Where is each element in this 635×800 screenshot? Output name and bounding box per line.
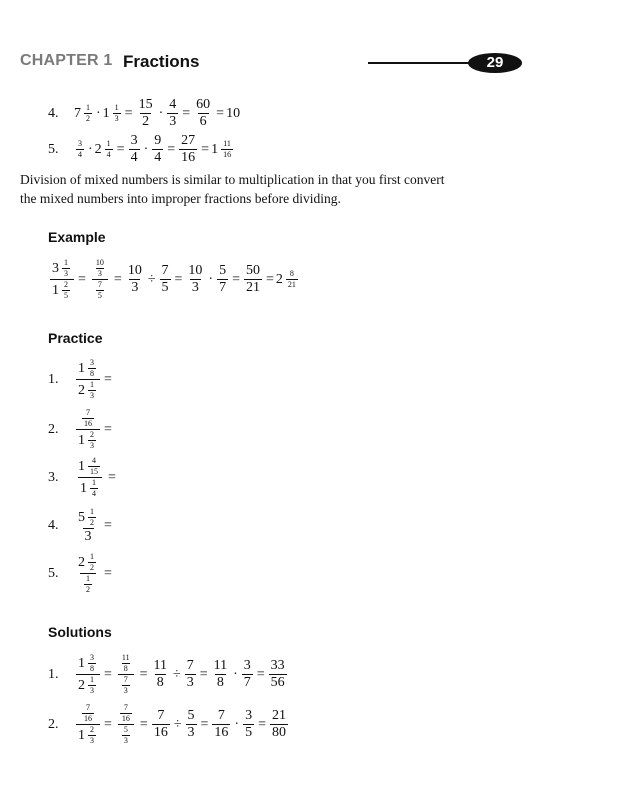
fraction: $\frac{3}{7}$ [243, 658, 251, 690]
result: 2 $\frac{8}{21}$ [275, 269, 296, 289]
mixed-number: 1 $\frac{1}{3}$ [102, 103, 119, 123]
complex-fraction: $\frac{\frac{11}{8}}{\frac{7}{3}}$ [116, 654, 136, 695]
fraction: $\frac{60}{6}$ [196, 97, 211, 129]
item-label: 2. [48, 716, 59, 732]
fraction: $\frac{3}{4}$ [130, 133, 138, 165]
fraction: $\frac{11}{8}$ [213, 658, 228, 690]
item-label: 5. [48, 141, 59, 157]
fraction: $\frac{33}{56}$ [270, 658, 285, 690]
fraction: $\frac{3}{5}$ [245, 708, 253, 740]
fraction: $\frac{21}{80}$ [271, 708, 286, 740]
fraction: $\frac{5}{7}$ [219, 263, 227, 295]
example-heading: Example [48, 229, 106, 245]
fraction: $\frac{7}{3}$ [186, 658, 194, 690]
item-label: 5. [48, 565, 59, 581]
example-equation: 3 $\frac{1}{3}$ 1 $\frac{2}{5}$ = $\frac{\frac{10}{3}}{\frac{7}{5}}$ = $\frac{10}{3}$ ÷ $\frac{7}{5}$ = $\frac{10}{3}$ · $\frac{5}{7}$ = $\frac{50}{21}$ = 2 $\frac{8}{21}$ [48, 259, 300, 300]
fraction: $\frac{10}{3}$ [127, 263, 142, 295]
item-label: 1. [48, 666, 59, 682]
fraction: $\frac{7}{16}$ [153, 708, 168, 740]
complex-fraction: $\frac{\frac{7}{16}}{\frac{5}{3}}$ [116, 704, 136, 745]
body-paragraph: Division of mixed numbers is similar to multiplication in that you first convert the mixed numbers into improper fractions before dividing. [20, 172, 445, 206]
fraction: $\frac{50}{21}$ [245, 263, 260, 295]
fraction: $\frac{10}{3}$ [188, 263, 203, 295]
complex-fraction: $\frac{\frac{10}{3}}{\frac{7}{5}}$ [90, 259, 110, 300]
practice-item-4: 4. 5 $\frac{1}{2}$ 3 = [48, 507, 112, 544]
fraction: $\frac{11}{8}$ [153, 658, 167, 690]
fraction: $\frac{7}{5}$ [161, 263, 169, 295]
complex-fraction: 1 $\frac{3}{8}$ 2 $\frac{1}{3}$ [76, 654, 100, 695]
practice-item-3: 3. 1 $\frac{4}{15}$ 1 $\frac{1}{4}$ = [48, 456, 116, 498]
complex-fraction: 1 $\frac{4}{15}$ 1 $\frac{1}{4}$ [76, 457, 104, 498]
fraction: $\frac{9}{4}$ [154, 133, 162, 165]
complex-fraction: $\frac{7}{16}$ 1 $\frac{2}{3}$ [76, 409, 100, 450]
mixed-number: 2 $\frac{1}{4}$ [94, 139, 111, 159]
item-label: 1. [48, 371, 59, 387]
chapter-label: CHAPTER 1 [20, 52, 113, 69]
chapter-title: Fractions [123, 52, 200, 71]
complex-fraction: 2 $\frac{1}{2}$ $\frac{1}{2}$ [78, 552, 94, 594]
practice-heading: Practice [48, 330, 103, 346]
solution-item-2: 2. $\frac{7}{16}$ 1 $\frac{2}{3}$ = $\frac{\frac{7}{16}}{\frac{5}{3}}$ = $\frac{7}{16}$ ÷ $\frac{5}{3}$ = $\frac{7}{16}$ · $\frac{3}{5}$ = $\frac{21}{80}$ [48, 703, 286, 745]
practice-item-2: 2. $\frac{7}{16}$ 1 $\frac{2}{3}$ = [48, 408, 112, 450]
item-label: 3. [48, 469, 59, 485]
fraction: $\frac{4}{3}$ [169, 97, 177, 129]
item-label: 4. [48, 105, 59, 121]
item-label: 4. [48, 518, 59, 533]
complex-fraction: 5 $\frac{1}{2}$ 3 [78, 507, 94, 544]
complex-fraction: $\frac{7}{16}$ 1 $\frac{2}{3}$ [76, 704, 100, 745]
item-label: 2. [48, 421, 59, 437]
worked-item-4: 4. 7 $\frac{1}{2}$ · 1 $\frac{1}{3}$ = $\frac{15}{2}$ · $\frac{4}{3}$ = $\frac{60}{6}$ = 10 [48, 97, 241, 129]
result: 1 $\frac{11}{16}$ [211, 139, 232, 159]
result: 10 [226, 105, 241, 121]
solutions-heading: Solutions [48, 624, 112, 640]
fraction: $\frac{7}{16}$ [214, 708, 229, 740]
fraction: $\frac{27}{16}$ [181, 133, 196, 165]
worked-item-5: 5. $\frac{3}{4}$ · 2 $\frac{1}{4}$ = $\frac{3}{4}$ · $\frac{9}{4}$ = $\frac{27}{16}$ = 1 $\frac{11}{16}$ [48, 134, 235, 165]
complex-fraction: 1 $\frac{3}{8}$ 2 $\frac{1}{3}$ [76, 359, 100, 400]
fraction: $\frac{15}{2}$ [138, 97, 153, 129]
solution-item-1: 1. 1 $\frac{3}{8}$ 2 $\frac{1}{3}$ = $\frac{\frac{11}{8}}{\frac{7}{3}}$ = $\frac{11}{8}$ ÷ $\frac{7}{3}$ = $\frac{11}{8}$ · $\frac{3}{7}$ = $\frac{33}{56}$ [48, 653, 285, 695]
fraction: $\frac{3}{4}$ [78, 139, 82, 159]
mixed-number: 7 $\frac{1}{2}$ [74, 103, 90, 123]
page-number-badge: 29 [468, 53, 522, 73]
fraction: $\frac{5}{3}$ [187, 708, 195, 740]
practice-item-1: 1. 1 $\frac{3}{8}$ 2 $\frac{1}{3}$ = [48, 358, 112, 400]
practice-item-5: 5. 2 $\frac{1}{2}$ $\frac{1}{2}$ = [48, 552, 112, 594]
complex-fraction: 3 $\frac{1}{3}$ 1 $\frac{2}{5}$ [50, 259, 74, 300]
